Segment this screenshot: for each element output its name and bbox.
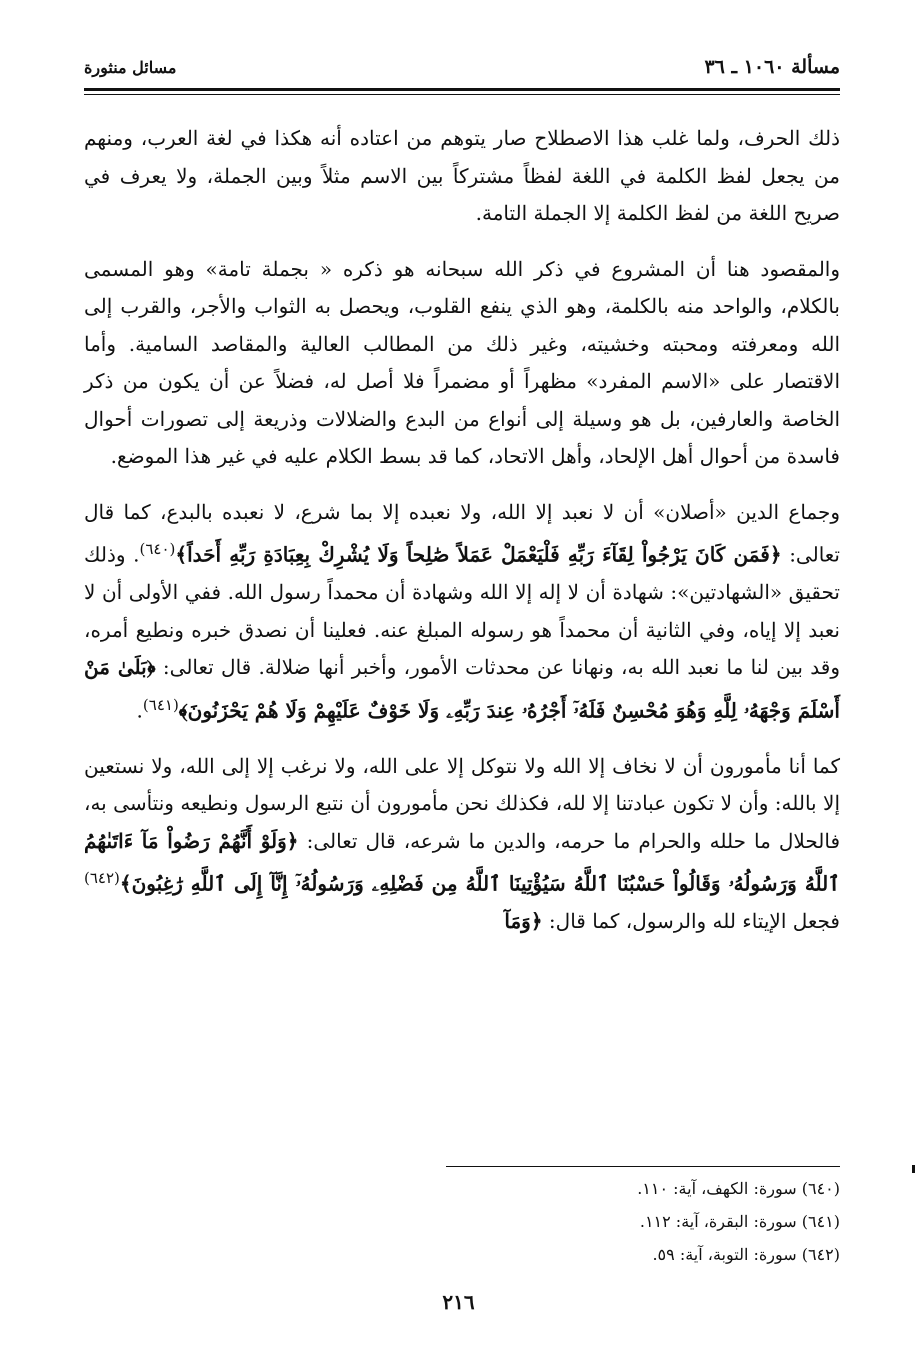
quran-verse-continued: ﴿وَمَآ [504,909,543,934]
footnote-642: (٦٤٢) سورة: التوبة، آية: ٥٩. [652,1245,840,1264]
main-text [84,120,840,959]
header-rule [84,88,840,91]
quran-verse-kahf: ﴿فَمَن كَانَ يَرْجُواْ لِقَآءَ رَبِّهِ فَلْيَعْمَلْ عَمَلاً صَٰلِحاً وَلَا يُشْرِكْ بِعِبَادَةِ رَبِّهِ أَحَداً﴾ [175,542,782,567]
footnote-ref-641: (٦٤١) [142,695,179,714]
paragraph-1: ذلك الحرف، ولما غلب هذا الاصطلاح صار يتوهم من اعتاده أنه هكذا في لغة العرب، ومنهم من يجعل لفظ الكلمة في اللغة لفظاً مشتركاً بين الاسم مثلاً وبين الجملة، ولا يعرف في صريح اللغة من لفظ الكلمة إلا الجملة التامة. [84,126,840,225]
book-section-title: مسائل منثورة [84,58,177,77]
paragraph-3-text-b: . وذلك تحقيق «الشهادتين»: شهادة أن لا إله إلا الله وشهادة أن محمداً رسول الله. ففي الأولى أن لا نعبد إلا إياه، وفي الثانية أن محمداً هو رسوله المبلغ عنه. فعلينا أن نصدق خبره ونطيع أمره، وقد بين لنا ما نعبد الله به، ونهانا عن محدثات الأمور، وأخبر أنها ضلالة. قال تعالى: [84,542,841,680]
header-rule-thin [84,94,840,95]
footnote-ref-640: (٦٤٠) [139,540,176,558]
footnotes [440,1172,840,1271]
issue-number: مسألة ١٠٦٠ ـ ٣٦ [704,56,840,78]
paragraph-4-text-a: كما أنا مأمورون أن لا نخاف إلا الله ولا نتوكل إلا على الله، ولا نرغب إلا إلى الله، ولا نستعين إلا بالله: وأن لا تكون عبادتنا إلا لله، فكذلك نحن مأمورون أن نتبع الرسول ونطيعه ونتأسى به، فالحلال ما حلله والحرام ما حرمه، والدين ما شرعه، قال تعالى: [84,753,840,853]
footnote-640: (٦٤٠) سورة: الكهف، آية: ١١٠. [637,1179,840,1198]
paragraph-4-text-b: فجعل الإيتاء لله والرسول، كما قال: [548,909,840,934]
running-header [84,50,840,90]
footnote-ref-642: (٦٤٢) [84,869,120,888]
quran-verse-baqarah: ﴿بَلَىٰ مَنْ أَسْلَمَ وَجْهَهُۥ لِلَّهِ وَهُوَ مُحْسِنٌ فَلَهُۥٓ أَجْرُهُۥ عِندَ رَبِّهِۦ وَلَا خَوْفٌ عَلَيْهِمْ وَلَا هُمْ يَحْزَنُونَ﴾ [84,655,840,723]
quran-verse-tawbah: ﴿وَلَوْ أَنَّهُمْ رَضُواْ مَآ ءَاتَىٰهُمُ ٱللَّهُ وَرَسُولُهُۥ وَقَالُواْ حَسْبُنَا ٱللَّهُ سَيُؤْتِينَا ٱللَّهُ مِن فَضْلِهِۦ وَرَسُولُهُۥٓ إِنَّآ إِلَى ٱللَّهِ رَٰغِبُونَ﴾ [84,828,840,896]
paragraph-4 [84,748,840,941]
page-number: ٢١٦ [442,1290,475,1314]
paragraph-3-text-c: . [136,698,143,723]
paragraph-3 [84,494,840,730]
paragraph-2: والمقصود هنا أن المشروع في ذكر الله سبحانه هو ذكره « بجملة تامة» وهو المسمى بالكلام، والواحد منه بالكلمة، وهو الذي ينفع القلوب، ويحصل به الثواب والأجر، والقرب إلى الله ومعرفته ومحبته وخشيته، وغير ذلك من المطالب العالية والمقاصد السامية. وأما الاقتصار على «الاسم المفرد» مظهراً أو مضمراً فلا أصل له، فضلاً عن أن يكون من ذكر الخاصة والعارفين، بل هو وسيلة إلى أنواع من البدع والضلالات وذريعة إلى تصورات أحوال فاسدة من أحوال أهل الإلحاد، وأهل الاتحاد، كما قد بسط الكلام عليه في غير هذا الموضع. [84,256,841,468]
scan-edge-mark [912,1165,915,1173]
footnote-separator [446,1166,840,1167]
paragraph-3-text-a: وجماع الدين «أصلان» أن لا نعبد إلا الله، ولا نعبده إلا بما شرع، لا نعبده بالبدع، كما قال تعالى: [84,499,840,567]
footnote-641: (٦٤١) سورة: البقرة، آية: ١١٢. [639,1212,840,1231]
